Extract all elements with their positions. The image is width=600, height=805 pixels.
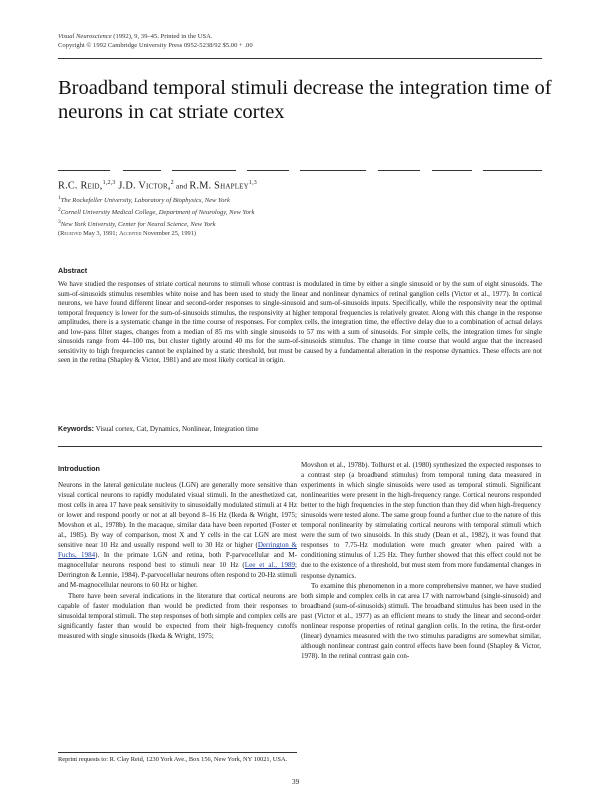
abstract-heading: Abstract xyxy=(58,266,88,275)
author-1-sup: 1,2,3 xyxy=(102,180,116,186)
header-rule xyxy=(58,58,542,59)
author-3: R.M. Shapley xyxy=(189,180,249,192)
author-and: and xyxy=(173,181,190,191)
affiliation-1: $^1$The Rockefeller University, Laboratory of Biophysics, New York xyxy=(58,195,230,205)
keywords-label: Keywords: xyxy=(58,426,95,433)
abstract-text: We have studied the responses of striate cortical neurons to stimuli whose contrast is modulated in time by either a single sinusoid or by the sum of eight sinusoids. The sum-of-sinusoids stimulus resembles white noise and has been used to study the linear and nonlinear dynamics of retinal ganglion cells (Victor et al., 1977). In cortical neurons, we have found different linear and second-order responses to single-sinusoid and sum-of-sinusoids inputs. Specifically, while the responsivity near the optimal temporal frequency is lower for the sum-of-sinusoids stimulus, the responsivity at higher temporal frequencies is relatively greater. Along with this change in the response amplitudes, there is a systematic change in the time course of responses. For complex cells, the integration time, the effective delay due to a combination of actual delays and low-pass filter stages, changes from a median of 85 ms with single sinusoids to 57 ms with a sum of sinusoids. For simple cells, the integration times for single sinusoids range from 44–100 ms, but cluster tightly around 40 ms for the sum-of-sinusoids stimulus. The change in time course that would argue that the increased sensitivity to high frequencies cannot be explained by a static threshold, but must be caused by a fundamental alteration in the response dynamics. These effects are not seen in the retina (Shapley & Victor, 1981) and are most likely cortical in origin. xyxy=(58,280,542,365)
title-rule-3 xyxy=(172,170,236,171)
footnote-rule xyxy=(58,752,297,753)
right-paragraph-2: To examine this phenomenon in a more comprehensive manner, we have studied both simple and complex cells in cat area 17 with narrowband (single-sinusoid) and broadband (sum-of-sinusoids) stimuli. The broadband stimulus has been used in the past (Victor et al., 1977) as an efficient means to study the linear and second-order nonlinear response properties of retinal ganglion cells. In the retina, the first-order (linear) dynamics measured with the two stimulus paradigms are somewhat similar, although nonlinear contrast gain control effects have been found (Shapley & Victor, 1978). In the retinal contrast gain con- xyxy=(301,581,541,660)
right-paragraph-1: Movshon et al., 1978b). Tolhurst et al. (1980) synthesized the expected responses to a contrast step (a broadband stimulus) from temporal tuning data measured in experiments in which single sinusoids were used as temporal stimuli. Significant nonlinearities were present in the high-frequency range. Cortical neurons responded better to the high frequencies in the step function than they did when high-frequency sinusoids were tested alone. The same group found a further clue to the nature of this temporal nonlinearity by stimulating cortical neurons with temporal stimuli which were the sum of two sinusoids. In this study (Dean et al., 1982), it was found that responses to 7.75-Hz modulation were much greater when paired with a conditioning stimulus of 1.25 Hz. They further showed that this effect could not be due to the existence of a threshold, but must stem from more fundamental changes in response dynamics. xyxy=(301,461,541,580)
journal-header xyxy=(58,32,253,50)
author-2: J.D. Victor, xyxy=(115,180,171,192)
title-rule-7 xyxy=(432,170,472,171)
page-number: 39 xyxy=(292,778,300,786)
title-rule-6 xyxy=(378,170,420,171)
copyright-line: Copyright © 1992 Cambridge University Press 0952-5238/92 $5.00 + .00 xyxy=(58,42,253,49)
title-rule-4 xyxy=(247,170,289,171)
title-rule-2 xyxy=(123,170,161,171)
title-rule-8 xyxy=(483,170,542,171)
journal-name: Visual Neuroscience xyxy=(58,33,112,40)
affiliation-3: $^3$New York University, Center for Neural Science, New York xyxy=(58,218,216,228)
citation-link-1[interactable]: Derrington & Fuchs, 1984 xyxy=(58,541,298,560)
keywords xyxy=(58,425,542,433)
keywords-list: Visual cortex, Cat, Dynamics, Nonlinear, Integration time xyxy=(94,425,259,433)
author-3-sup: 1,3 xyxy=(248,180,258,186)
affiliations xyxy=(58,194,254,230)
abstract-rule xyxy=(58,446,542,447)
paper-title: Broadband temporal stimuli decrease the integration time of neurons in cat striate cortex xyxy=(58,77,552,123)
intro-heading: Introduction xyxy=(58,464,100,473)
title-rule-1 xyxy=(58,170,110,171)
citation-link-2[interactable]: Lee et al., 1989 xyxy=(244,561,296,570)
footnote: Reprint requests to: R. Clay Reid, 1230 York Ave., Box 156, New York, NY 10021, USA. xyxy=(58,756,288,763)
left-paragraph-2: There have been several indications in the literature that cortical neurons are capable of faster modulation than would be predicted from their responses to sinusoidal temporal stimuli. The step responses of both simple and complex cells are significantly faster than would be expected from their high-frequency cutoffs measured with single sinusoids (Ikeda & Wright, 1975; xyxy=(58,591,297,640)
left-paragraph-1: Neurons in the lateral geniculate nucleus (LGN) are generally more sensitive than visual cortical neurons to rapidly modulated visual stimuli. In the anesthetized cat, most cells in area 17 have peak sensitivity to sinusoidally modulated stimuli at 4 Hz or lower and respond poorly or not at all beyond 8–16 Hz (Ikeda & Wright, 1975; Movshon et al., 1978b). In the macaque, similar data have been reported (Foster et al., 1985). By way of comparison, most X and Y cells in the cat LGN are most sensitive near 10 Hz and usually respond well to 30 Hz or higher (Derrington & Fuchs, 1984). In the primate LGN and retina, both P-parvocellular and M-magnocellular neurons respond best to stimuli near 10 Hz (Lee et al., 1989; Derrington & Lennie, 1984). P-parvocellular neurons often respond to 20-Hz stimuli and M-magnocellular neurons to 60 Hz or higher. xyxy=(58,481,298,590)
right-column xyxy=(301,460,541,661)
journal-citation: (1992), 9, 39–45. Printed in the USA. xyxy=(111,33,213,40)
author-2-sup: 2 xyxy=(170,180,174,186)
received-dates: (Received May 3, 1991; Accepted November 25, 1991) xyxy=(58,230,197,237)
author-list xyxy=(58,180,257,191)
title-rule-5 xyxy=(300,170,366,171)
author-1: R.C. Reid, xyxy=(58,180,103,192)
affiliation-2: $^2$Cornell University Medical College, Department of Neurology, New York xyxy=(58,206,255,217)
left-column xyxy=(58,480,297,641)
